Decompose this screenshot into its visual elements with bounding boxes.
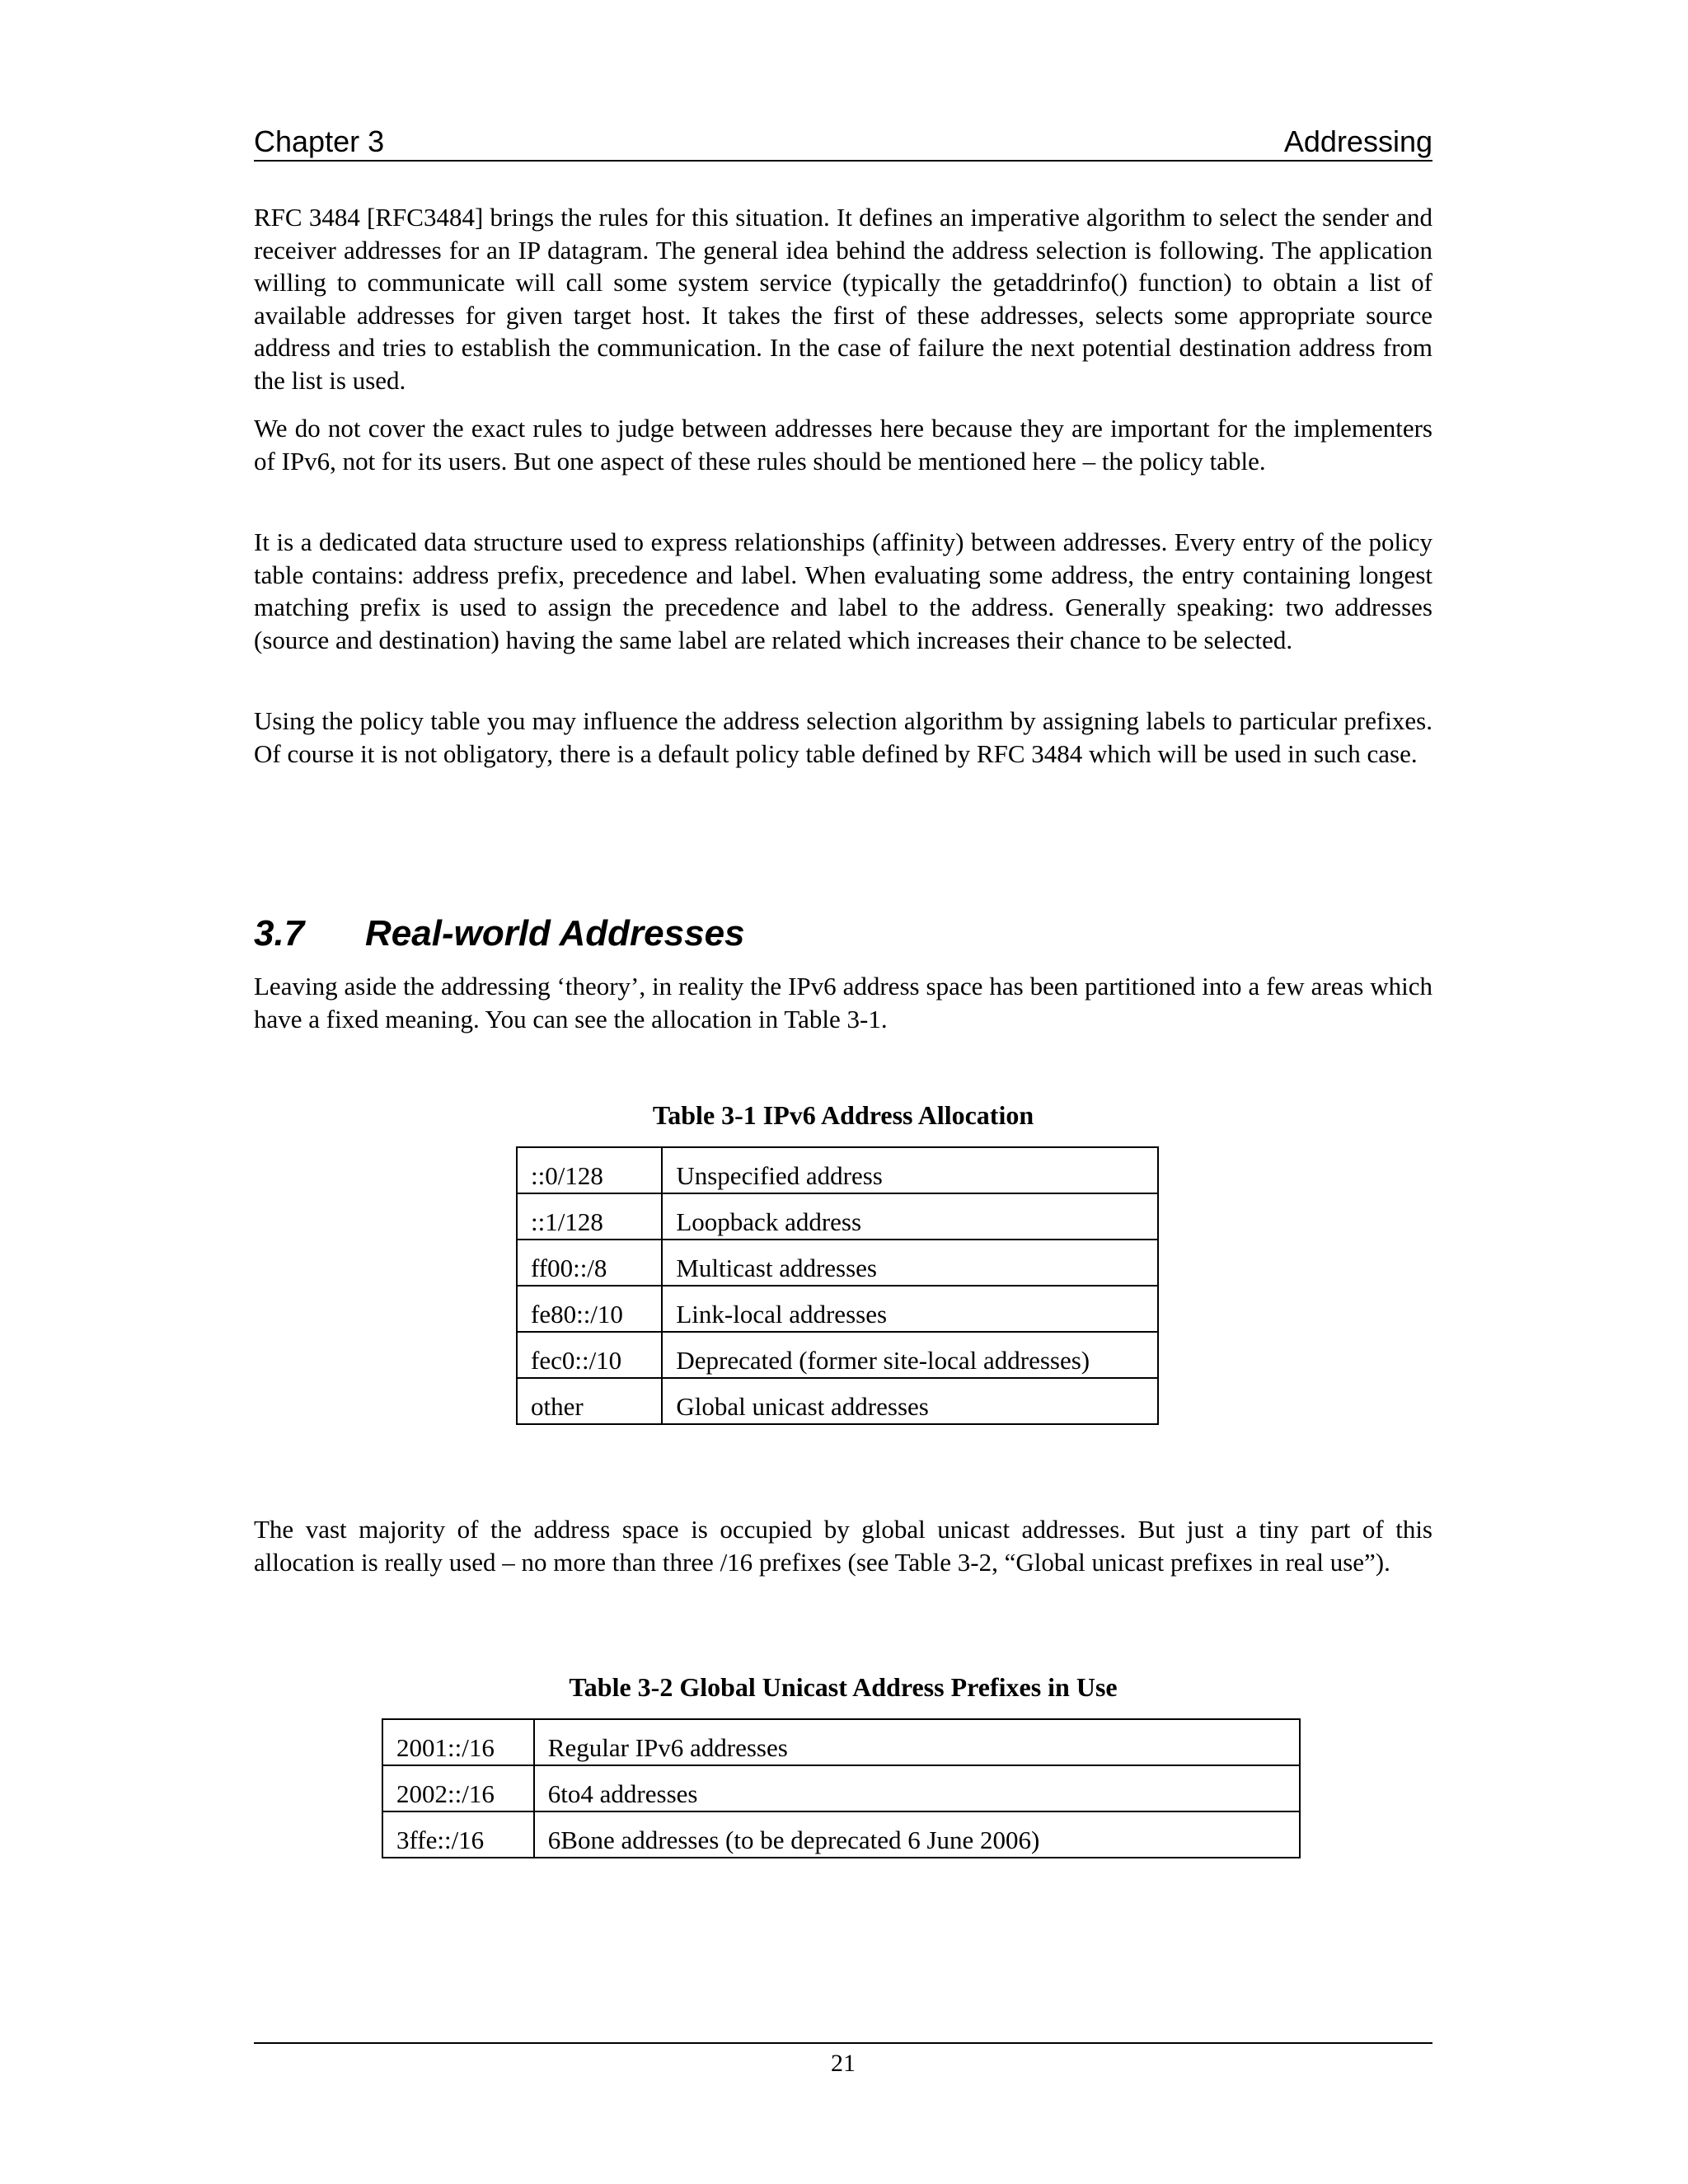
header-section-title: Addressing: [1283, 124, 1432, 158]
table-row: [517, 1147, 1158, 1193]
table-row: [517, 1286, 1158, 1332]
meaning-cell: Link-local addresses: [662, 1286, 1158, 1332]
prefix-cell: fec0::/10: [517, 1332, 662, 1378]
prefix-cell: 3ffe::/16: [382, 1811, 534, 1858]
prefix-cell: ::0/128: [517, 1147, 662, 1193]
table-row: [382, 1765, 1300, 1811]
meaning-cell: Deprecated (former site-local addresses): [662, 1332, 1158, 1378]
table-row: [517, 1193, 1158, 1240]
section-title: Real-world Addresses: [365, 913, 745, 954]
meaning-cell: Unspecified address: [662, 1147, 1158, 1193]
meaning-cell: 6Bone addresses (to be deprecated 6 June 2006): [534, 1811, 1300, 1858]
paragraph-global-unicast: The vast majority of the address space is occupied by global unicast addresses. But just a tiny part of this allocation is really used – no more than three /16 prefixes (see Table 3-2, “Global unicast prefixes in real use”).: [254, 1515, 1432, 1577]
paragraph-rules: We do not cover the exact rules to judge between addresses here because they are important for the implementers of IPv6, not for its users. But one aspect of these rules should be mentioned here – the policy table.: [254, 414, 1432, 476]
section-heading: [254, 911, 745, 957]
table-row: [517, 1332, 1158, 1378]
prefix-cell: fe80::/10: [517, 1286, 662, 1332]
paragraph-policy-table: It is a dedicated data structure used to express relationships (affinity) between addresses. Every entry of the policy table contains: address prefix, precedence and label. When evaluating some address, the entry containing longest matching prefix is used to assign the precedence and label to the address. Generally speaking: two addresses (source and destination) having the same label are related which increases their chance to be selected.: [254, 527, 1432, 654]
meaning-cell: Loopback address: [662, 1193, 1158, 1240]
table-row: [382, 1719, 1300, 1765]
running-header: [254, 124, 1432, 162]
prefix-cell: ::1/128: [517, 1193, 662, 1240]
prefix-cell: 2002::/16: [382, 1765, 534, 1811]
table-row: [517, 1378, 1158, 1424]
section-intro: Leaving aside the addressing ‘theory’, in reality the IPv6 address space has been partitioned into a few areas which have a fixed meaning. You can see the allocation in Table 3-1.: [254, 972, 1432, 1033]
table2-caption: Table 3-2 Global Unicast Address Prefixes in Use: [569, 1672, 1118, 1702]
table-row: [382, 1811, 1300, 1858]
table-row: [517, 1240, 1158, 1286]
paragraph-rfc3484: RFC 3484 [RFC3484] brings the rules for this situation. It defines an imperative algorithm to select the sender and receiver addresses for an IP datagram. The general idea behind the address selection is following. The application willing to communicate will call some system service (typically the getaddrinfo() function) to obtain a list of available addresses for given target host. It takes the first of these addresses, selects some appropriate source address and tries to establish the communication. In the case of failure the next potential destination address from the list is used.: [254, 203, 1432, 395]
meaning-cell: Regular IPv6 addresses: [534, 1719, 1300, 1765]
table1-caption: Table 3-1 IPv6 Address Allocation: [652, 1100, 1034, 1130]
page-footer: [254, 2042, 1432, 2080]
section-number: 3.7: [254, 913, 305, 954]
paragraph-using-policy: Using the policy table you may influence the address selection algorithm by assigning labels to particular prefixes. Of course it is not obligatory, there is a default policy table defined by RFC 3484 which will be used in such case.: [254, 706, 1432, 768]
header-chapter: Chapter 3: [254, 124, 385, 158]
prefix-cell: 2001::/16: [382, 1719, 534, 1765]
prefix-cell: other: [517, 1378, 662, 1424]
global-unicast-prefixes-table: [382, 1718, 1301, 1858]
page-number: 21: [831, 2050, 856, 2077]
meaning-cell: Multicast addresses: [662, 1240, 1158, 1286]
document-page: [254, 0, 1432, 2184]
meaning-cell: 6to4 addresses: [534, 1765, 1300, 1811]
prefix-cell: ff00::/8: [517, 1240, 662, 1286]
meaning-cell: Global unicast addresses: [662, 1378, 1158, 1424]
ipv6-allocation-table: [516, 1146, 1159, 1425]
